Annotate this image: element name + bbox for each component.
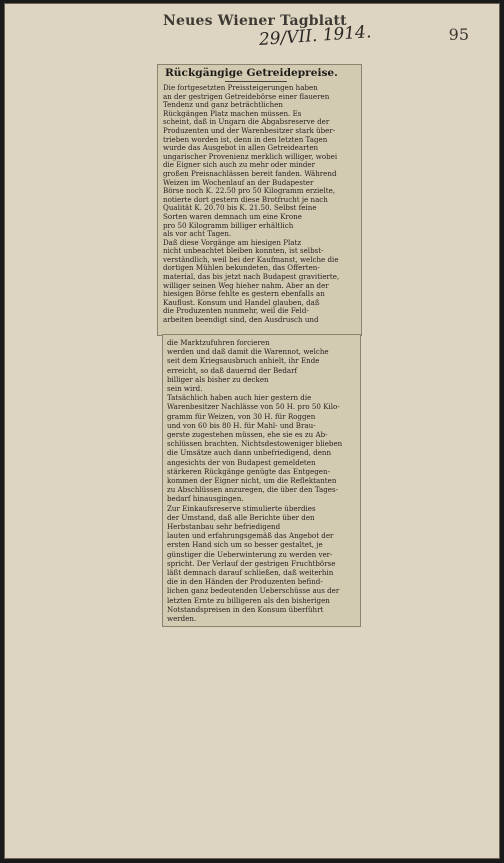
article-text-line: der Umstand, daß alle Berichte über den <box>167 512 315 522</box>
headline-rule <box>225 81 287 82</box>
article-text-line: kommen der Eigner nicht, um die Reflektanten <box>167 476 337 486</box>
article-text-line: Kauflust. Konsum und Handel glauben, daß <box>163 298 320 307</box>
article-text-line: Börse noch K. 22.50 pro 50 Kilogramm erzielte, <box>163 187 336 196</box>
article-text-line: an der gestrigen Getreidebörse einer flaueren <box>163 92 330 101</box>
article-text-line: Tatsächlich haben auch hier gestern die <box>167 393 312 403</box>
article-text-line: und von 60 bis 80 H. für Mahl- und Brau- <box>167 420 316 430</box>
article-text-line: die Marktzufuhren forcieren <box>167 338 270 347</box>
article-text-line: Weizen im Wochenlauf an der Budapester <box>163 178 314 187</box>
article-text-line: Notstandspreisen in den Konsum überführt <box>167 604 324 614</box>
article-text-line: günstiger die Ueberwinterung zu werden ver- <box>167 549 333 559</box>
article-text-line: spricht. Der Verlauf der gestrigen Fruchtbörse <box>167 558 336 568</box>
article-text-line: williger seinen Weg hieher nahm. Aber an der <box>163 281 329 290</box>
article-text-line: läßt demnach darauf schließen, daß weiterhin <box>167 568 334 578</box>
article-text-line: trieben worden ist, denn in den letzten Tagen <box>163 135 328 144</box>
article-text-line: lichen ganz bedeutenden Ueberschüsse aus der <box>167 586 340 596</box>
article-text-line: die Umsätze auch dann unbefriedigend, denn <box>167 448 332 458</box>
article-text-line: die Eigner sich auch zu mehr oder minder <box>163 161 316 170</box>
article-text-line: bedarf hinausgingen. <box>167 494 244 504</box>
article-clipping-part-2 <box>162 334 361 627</box>
article-text-line: Die fortgesetzten Preissteigerungen haben <box>163 84 318 92</box>
article-text-line: material, das bis jetzt nach Budapest gravitierte, <box>163 273 340 282</box>
article-text-line: wurde das Ausgebot in allen Getreidearten <box>163 144 319 153</box>
article-text-line: Herbstanbau sehr befriedigend <box>167 522 281 532</box>
article-text-line: Warenbesitzer Nachlässe von 50 H. pro 50 Kilo- <box>167 402 340 412</box>
article-column-part-2 <box>167 338 357 623</box>
article-text-line: großen Preisnachlässen bereit fanden. Während <box>163 169 337 178</box>
archive-sheet <box>4 3 500 859</box>
article-text-line: ungarischer Provenienz merklich williger, wobei <box>163 152 338 161</box>
article-text-line: nicht unbeachtet bleiben konnten, ist selbst- <box>163 247 324 256</box>
article-text-line: gramm für Weizen, von 30 H. für Roggen <box>167 411 316 421</box>
article-text-line: hiesigen Börse fehlte es gestern ebenfalls an <box>163 290 325 299</box>
article-text-line: seit dem Kriegsausbruch anhielt, ihr Ende <box>167 356 320 366</box>
article-text-line: stärkeren Rückgänge genügte das Entgegen- <box>167 466 330 476</box>
article-text-line: arbeiten beendigt sind, den Ausdrusch und <box>163 316 319 325</box>
article-text-line: Daß diese Vorgänge am hiesigen Platz <box>163 238 302 247</box>
article-text-line: die Produzenten nunmehr, weil die Feld- <box>163 307 309 316</box>
article-text-line: Produzenten und der Warenbesitzer stark über- <box>163 126 336 135</box>
article-text-line: Qualität K. 20.70 bis K. 21.50. Selbst feine <box>163 204 317 213</box>
article-text-line: schlüssen brachten. Nichtsdestoweniger blieben <box>167 439 343 449</box>
article-text-line: zu Abschlüssen anzuregen, die über den Tages- <box>167 485 339 495</box>
article-text-line: werden. <box>167 614 197 624</box>
article-text-line: als vor acht Tagen. <box>163 230 232 239</box>
article-text-line: notierte dort gestern diese Brotfrucht je nach <box>163 195 328 204</box>
article-text-line: die in den Händen der Produzenten befind- <box>167 577 323 587</box>
article-clipping-part-1 <box>157 64 362 336</box>
article-text-line: letzten Ernte zu billigeren als den bisherigen <box>167 595 330 605</box>
article-text-line: Zur Einkaufsreserve stimulierte überdies <box>167 503 316 513</box>
article-column-part-1 <box>163 84 357 325</box>
article-text-line: Sorten waren demnach um eine Krone <box>163 212 302 221</box>
newspaper-masthead: Neues Wiener Tagblatt <box>163 13 347 29</box>
article-text-line: dortigen Mühlen bekundeten, das Offerten- <box>163 264 320 273</box>
article-text-line: lauten und erfahrungsgemäß das Angebot der <box>167 531 334 541</box>
article-text-line: scheint, daß in Ungarn die Abgabsreserve der <box>163 118 330 127</box>
page-number: 95 <box>448 25 469 44</box>
article-text-line: gerste zugestehen müssen, ehe sie es zu Ab- <box>167 430 328 440</box>
article-text-line: sein wird. <box>167 384 203 394</box>
article-text-line: ersten Hand sich um so besser gestaltet, je <box>167 540 323 550</box>
article-text-line: verständlich, weil bei der Kaufmanst, welche die <box>163 255 339 264</box>
article-text-line: angesichts der von Budapest gemeldeten <box>167 457 316 467</box>
article-text-line: werden und daß damit die Warennot, welche <box>167 347 329 357</box>
article-text-line: pro 50 Kilogramm billiger erhältlich <box>163 221 294 230</box>
article-text-line: billiger als bisher zu decken <box>167 374 269 384</box>
article-text-line: erreicht, so daß dauernd der Bedarf <box>167 365 298 375</box>
article-headline: Rückgängige Getreidepreise. <box>165 67 338 79</box>
article-text-line: Rückgängen Platz machen müssen. Es <box>163 109 302 118</box>
handwritten-date: 29/VII. 1914. <box>258 22 372 50</box>
article-text-line: Tendenz und ganz beträchtlichen <box>163 101 283 110</box>
